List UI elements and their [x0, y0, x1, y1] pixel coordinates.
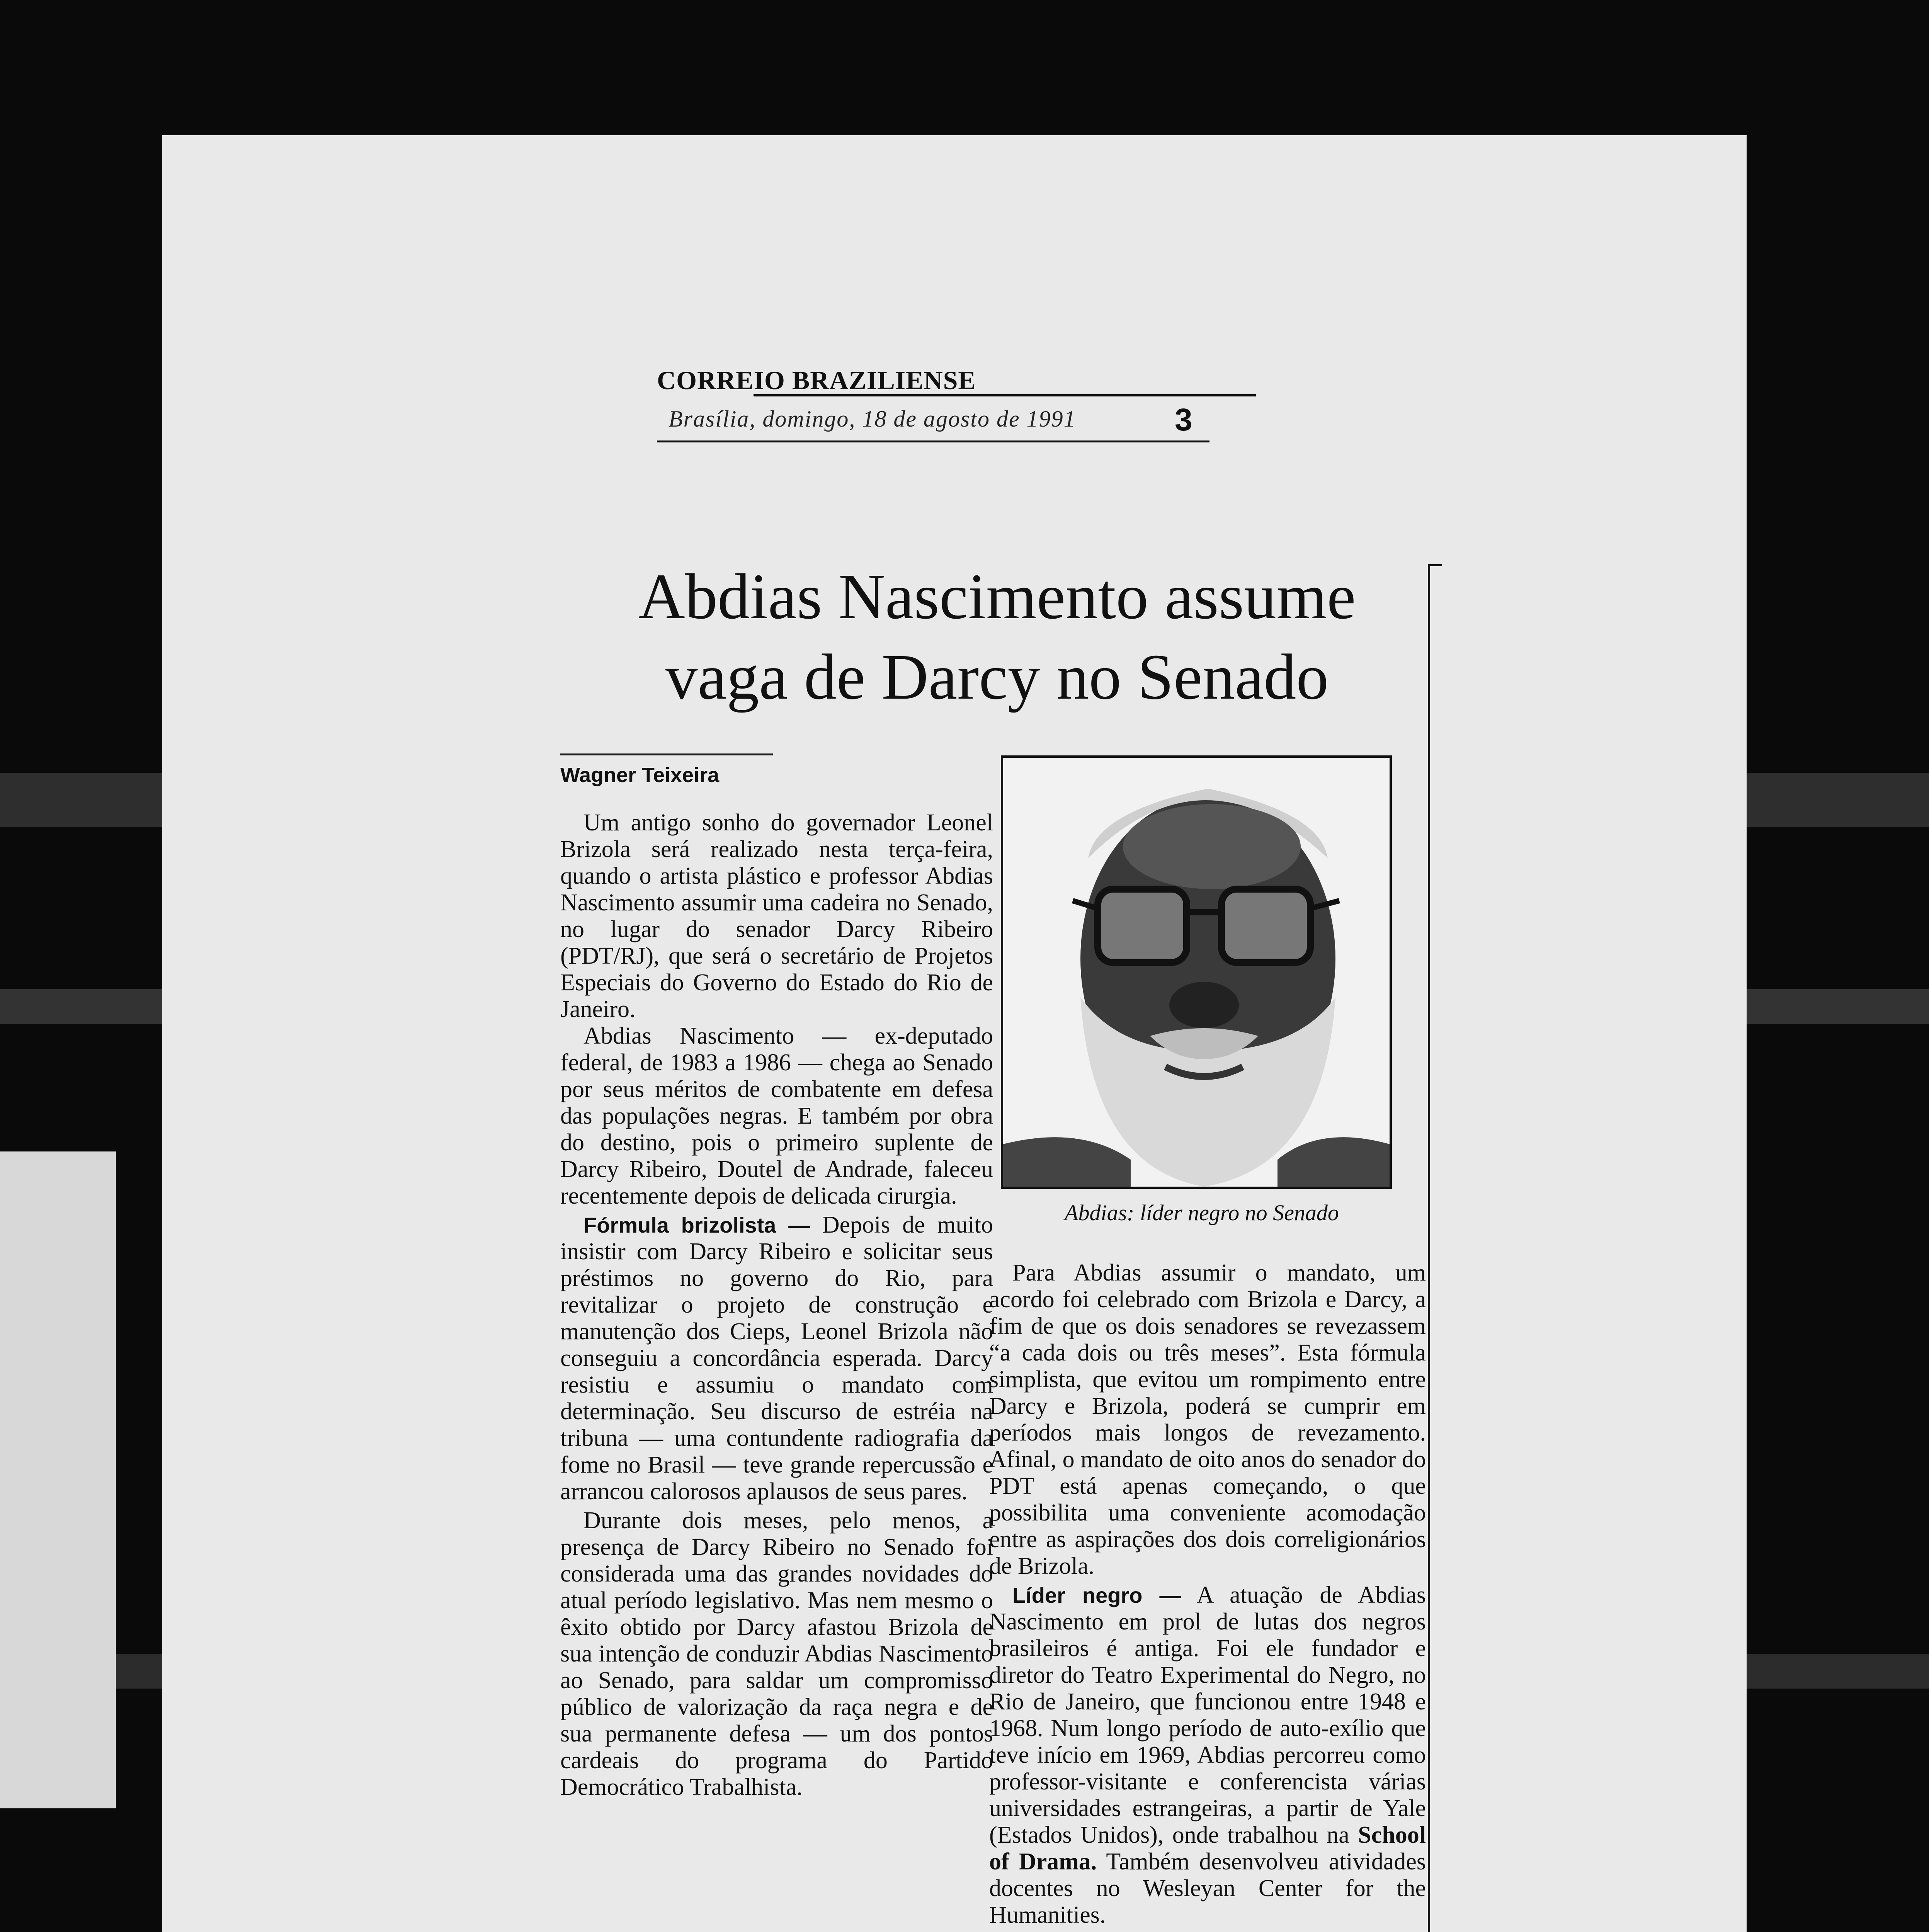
- paragraph: Um antigo sonho do governador Leonel Brizola será realizado nesta terça-feira, quando o artista plástico e professor Abdias Nascimento assumir uma cadeira no Senado, no lugar do senador Darcy Ribeiro (PDT/RJ), que será o secretário de Projetos Especiais do Governo do Estado do Rio de Janeiro.: [560, 810, 993, 1022]
- dateline: Brasília, domingo, 18 de agosto de 1991: [669, 406, 1076, 432]
- paragraph: Durante dois meses, pelo menos, a presença de Darcy Ribeiro no Senado foi considerada uma das grandes novidades do atual período legislativo. Mas nem mesmo o êxito obtido por Darcy afastou Brizola de sua intenção de conduzir Abdias Nascimento ao Senado, para saldar um compromisso público de valorização da raça negra e de sua permanente defesa — um dos pontos cardeais do programa do Partido Democrático Trabalhista.: [560, 1507, 993, 1800]
- scanner-side-strip: [0, 1151, 116, 1808]
- paragraph-text: Depois de muito insistir com Darcy Ribeiro e solicitar seus préstimos no governo do Rio, para revitalizar o projeto de construção e manutenção dos Cieps, Leonel Brizola não conseguiu a concordância esperada. Darcy resistiu e assumiu o mandato com determinação. Seu discurso de estréia na tribuna — uma contundente radiografia da fome no Brasil — teve grande repercussão e arrancou calorosos aplausos de seus pares.: [560, 1212, 993, 1505]
- paragraph: [560, 1212, 993, 1505]
- paragraph-text: Também desenvolveu atividades docentes no Wesleyan Center for the Humanities.: [989, 1849, 1426, 1928]
- page-number: 3: [1175, 402, 1192, 437]
- paragraph: Para Abdias assumir o mandato, um acordo foi celebrado com Brizola e Darcy, a fim de que os dois senadores se revezassem “a cada dois ou três meses”. Esta fórmula simplista, que evitou um rompimento entre Darcy e Brizola, poderá se cumprir em períodos mais longos de revezamento. Afinal, o mandato de oito anos do senador do PDT está apenas começando, o que possibilita uma conveniente acomodação entre as aspirações dos dois correligionários de Brizola.: [989, 1260, 1426, 1579]
- subheading: Líder negro —: [1012, 1583, 1181, 1607]
- school-name: School of Drama.: [989, 1822, 1426, 1875]
- article-column-2: [989, 1260, 1426, 1929]
- article-column-1: [560, 810, 993, 1801]
- subheading: Fórmula brizolista —: [583, 1213, 810, 1237]
- portrait-photo: [1001, 755, 1392, 1189]
- portrait-illustration: [1003, 758, 1390, 1187]
- paragraph-text: A atuação de Abdias Nascimento em prol de lutas dos negros brasileiros é antiga. Foi ele fundador e diretor do Teatro Experimental do Negro, no Rio de Janeiro, que funcionou entre 1948 e 1968. Num longo período de auto-exílio que teve início em 1969, Abdias percorreu como professor-visitante e conferencista várias universidades estrangeiras, a partir de Yale (Estados Unidos), onde trabalhou na: [989, 1582, 1426, 1848]
- dateline-rule: [657, 440, 1209, 442]
- byline-rule: [560, 753, 773, 755]
- masthead-rule: [754, 394, 1256, 396]
- newspaper-clipping: [162, 135, 1747, 1932]
- paragraph: Abdias Nascimento — ex-deputado federal, de 1983 a 1986 — chega ao Senado por seus méritos de combatente em defesa das populações negras. E também por obra do destino, pois o primeiro suplente de Darcy Ribeiro, Doutel de Andrade, faleceu recentemente depois de delicada cirurgia.: [560, 1023, 993, 1209]
- paragraph: [989, 1582, 1426, 1929]
- byline: Wagner Teixeira: [560, 764, 720, 787]
- headline-line-1: Abdias Nascimento assume: [638, 561, 1356, 633]
- masthead-title: CORREIO BRAZILIENSE: [657, 366, 976, 395]
- article-bracket: [1428, 564, 1442, 1932]
- headline-line-2: vaga de Darcy no Senado: [665, 641, 1329, 713]
- headline: [572, 556, 1422, 717]
- photo-caption: Abdias: líder negro no Senado: [1065, 1200, 1339, 1225]
